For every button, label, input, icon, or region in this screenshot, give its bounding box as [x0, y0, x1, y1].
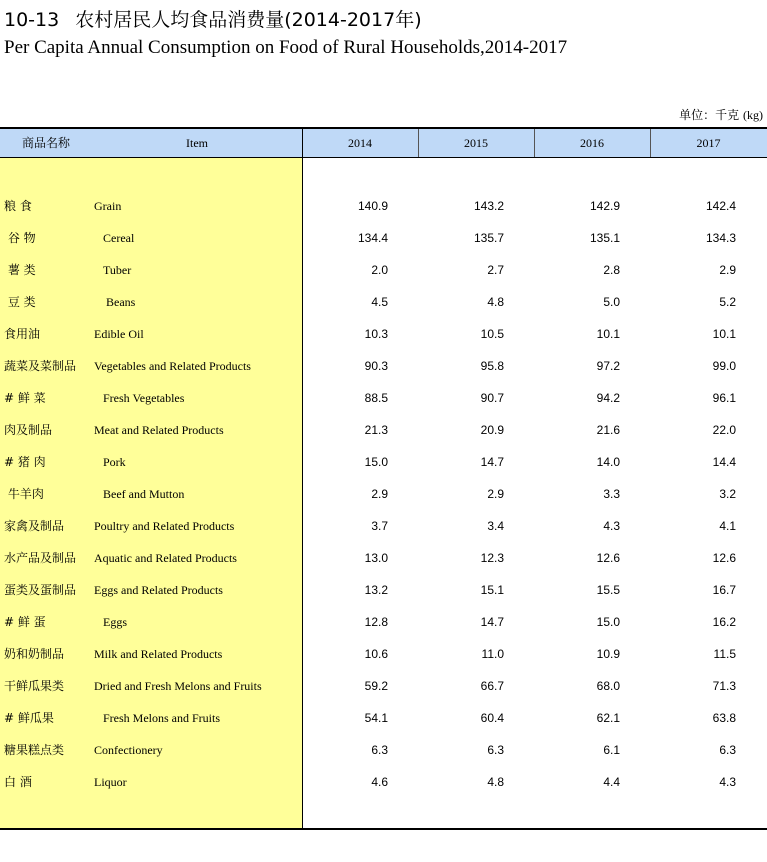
table-row [0, 478, 767, 510]
value-cell-2015: 10.5 [480, 327, 504, 341]
table-row [0, 638, 767, 670]
value-cell-2015: 2.9 [487, 487, 504, 501]
data-table [0, 127, 767, 830]
row-name-cn: 白 酒 [4, 775, 32, 789]
value-cell-2016: 94.2 [596, 391, 620, 405]
table-row [0, 446, 767, 478]
value-cell-2016: 142.9 [589, 199, 620, 213]
row-item-en: Meat and Related Products [94, 423, 224, 437]
row-item-en: Grain [94, 199, 122, 213]
value-cell-2016: 68.0 [596, 679, 620, 693]
value-cell-2016: 15.0 [596, 615, 620, 629]
value-cell-2015: 66.7 [480, 679, 504, 693]
row-name-cn: 蔬菜及菜制品 [4, 359, 77, 373]
row-item-en: Fresh Vegetables [103, 391, 185, 405]
value-cell-2014: 4.5 [371, 295, 388, 309]
value-cell-2014: 2.0 [371, 263, 388, 277]
row-name-cn: 家禽及制品 [4, 519, 65, 533]
row-item-en: Aquatic and Related Products [94, 551, 237, 565]
value-cell-2017: 16.2 [712, 615, 736, 629]
value-cell-2015: 11.0 [481, 647, 504, 661]
row-name-cn: 牛羊肉 [4, 487, 44, 501]
value-cell-2015: 95.8 [480, 359, 504, 373]
header-year-2017: 2017 [696, 136, 721, 150]
value-cell-2015: 4.8 [487, 295, 504, 309]
value-cell-2015: 135.7 [473, 231, 504, 245]
row-item-en: Fresh Melons and Fruits [103, 711, 220, 725]
value-cell-2015: 60.4 [480, 711, 504, 725]
value-cell-2017: 63.8 [712, 711, 736, 725]
row-item-en: Confectionery [94, 743, 163, 757]
value-cell-2017: 22.0 [712, 423, 736, 437]
value-cell-2016: 4.4 [603, 775, 620, 789]
table-row [0, 350, 767, 382]
row-name-cn: # 鲜 蛋 [4, 615, 46, 629]
value-cell-2015: 3.4 [487, 519, 504, 533]
value-cell-2016: 6.1 [603, 743, 620, 757]
value-cell-2016: 97.2 [596, 359, 620, 373]
value-cell-2016: 135.1 [589, 231, 620, 245]
value-cell-2014: 10.6 [364, 647, 388, 661]
table-row [0, 382, 767, 414]
value-cell-2017: 2.9 [719, 263, 736, 277]
row-name-cn: 水产品及制品 [4, 551, 77, 565]
row-item-en: Liquor [94, 775, 127, 789]
table-row [0, 766, 767, 798]
table-number: 10-13 [4, 9, 60, 31]
row-name-cn: # 猪 肉 [4, 455, 46, 469]
row-name-cn: 奶和奶制品 [4, 647, 65, 661]
value-cell-2014: 54.1 [364, 711, 388, 725]
table-row [0, 510, 767, 542]
value-cell-2015: 90.7 [480, 391, 504, 405]
value-cell-2015: 14.7 [480, 615, 504, 629]
header-year-2015: 2015 [464, 136, 488, 150]
row-name-cn: 肉及制品 [4, 423, 53, 437]
table-row [0, 606, 767, 638]
value-cell-2017: 134.3 [705, 231, 736, 245]
table-row [0, 734, 767, 766]
value-cell-2017: 16.7 [712, 583, 736, 597]
value-cell-2015: 6.3 [487, 743, 504, 757]
unit-label [679, 106, 763, 123]
value-cell-2014: 90.3 [364, 359, 388, 373]
value-cell-2014: 88.5 [364, 391, 388, 405]
value-cell-2017: 96.1 [712, 391, 736, 405]
row-name-cn: # 鲜 菜 [4, 391, 46, 405]
table-bottom-rule [0, 828, 767, 830]
value-cell-2016: 15.5 [596, 583, 620, 597]
table-row [0, 670, 767, 702]
row-item-en: Eggs and Related Products [94, 583, 223, 597]
table-title-cn [4, 5, 422, 32]
row-name-cn: 豆 类 [4, 295, 36, 309]
row-item-en: Poultry and Related Products [94, 519, 235, 533]
value-cell-2017: 10.1 [712, 327, 736, 341]
value-cell-2016: 10.1 [596, 327, 620, 341]
value-cell-2015: 15.1 [480, 583, 504, 597]
value-cell-2017: 12.6 [712, 551, 736, 565]
row-name-cn: 干鲜瓜果类 [4, 679, 65, 693]
row-item-en: Tuber [103, 263, 132, 277]
value-cell-2016: 62.1 [596, 711, 620, 725]
header-item-en: Item [186, 136, 208, 150]
value-cell-2014: 13.0 [364, 551, 388, 565]
value-cell-2014: 15.0 [364, 455, 388, 469]
row-name-cn: 薯 类 [4, 263, 36, 277]
value-cell-2015: 4.8 [487, 775, 504, 789]
value-cell-2017: 4.1 [719, 519, 736, 533]
header-year-2014: 2014 [348, 136, 372, 150]
row-item-en: Pork [103, 455, 126, 469]
row-item-en: Vegetables and Related Products [94, 359, 251, 373]
value-cell-2015: 14.7 [480, 455, 504, 469]
value-cell-2017: 99.0 [712, 359, 736, 373]
value-cell-2016: 14.0 [596, 455, 620, 469]
value-cell-2014: 10.3 [364, 327, 388, 341]
row-name-cn: # 鲜瓜果 [4, 711, 54, 725]
table-row [0, 702, 767, 734]
value-cell-2015: 143.2 [473, 199, 504, 213]
value-cell-2016: 12.6 [596, 551, 620, 565]
table-title-en: Per Capita Annual Consumption on Food of Rural Households,2014-2017 [4, 37, 568, 58]
value-cell-2015: 20.9 [480, 423, 504, 437]
table-row [0, 542, 767, 574]
header-divider [650, 127, 651, 157]
row-name-cn: 粮 食 [4, 199, 32, 213]
value-cell-2014: 3.7 [371, 519, 388, 533]
value-cell-2014: 140.9 [357, 199, 388, 213]
table-row [0, 222, 767, 254]
header-name-cn: 商品名称 [21, 136, 70, 150]
value-cell-2016: 4.3 [603, 519, 620, 533]
value-cell-2016: 2.8 [603, 263, 620, 277]
row-item-en: Milk and Related Products [94, 647, 223, 661]
table-row [0, 574, 767, 606]
value-cell-2017: 142.4 [705, 199, 736, 213]
value-cell-2017: 6.3 [719, 743, 736, 757]
unit-label-cn: 单位：千克 [679, 108, 740, 122]
row-item-en: Eggs [103, 615, 127, 629]
value-cell-2014: 12.8 [364, 615, 388, 629]
header-bottom-rule [0, 157, 767, 158]
value-cell-2014: 134.4 [357, 231, 388, 245]
value-cell-2015: 12.3 [480, 551, 504, 565]
value-cell-2014: 59.2 [364, 679, 388, 693]
value-cell-2014: 2.9 [371, 487, 388, 501]
row-item-en: Beans [106, 295, 136, 309]
value-cell-2014: 21.3 [364, 423, 388, 437]
header-divider [418, 127, 419, 157]
value-cell-2017: 5.2 [719, 295, 736, 309]
table-row [0, 190, 767, 222]
header-divider [534, 127, 535, 157]
value-cell-2016: 10.9 [596, 647, 620, 661]
table-row [0, 286, 767, 318]
row-item-en: Edible Oil [94, 327, 144, 341]
row-name-cn: 糖果糕点类 [4, 743, 65, 757]
value-cell-2014: 6.3 [371, 743, 388, 757]
value-cell-2016: 3.3 [603, 487, 620, 501]
row-item-en: Cereal [103, 231, 135, 245]
row-name-cn: 谷 物 [4, 231, 36, 245]
value-cell-2017: 11.5 [713, 647, 736, 661]
table-top-rule [0, 127, 767, 129]
title-cn-text: 农村居民人均食品消费量(2014-2017年) [75, 9, 422, 31]
value-cell-2014: 13.2 [364, 583, 388, 597]
value-cell-2017: 71.3 [712, 679, 736, 693]
row-item-en: Dried and Fresh Melons and Fruits [94, 679, 262, 693]
value-cell-2017: 3.2 [719, 487, 736, 501]
value-cell-2017: 4.3 [719, 775, 736, 789]
value-cell-2015: 2.7 [487, 263, 504, 277]
value-cell-2016: 21.6 [596, 423, 620, 437]
value-cell-2014: 4.6 [371, 775, 388, 789]
header-year-2016: 2016 [580, 136, 604, 150]
row-name-cn: 蛋类及蛋制品 [4, 583, 77, 597]
unit-label-en: (kg) [743, 108, 763, 122]
row-name-cn: 食用油 [4, 327, 41, 341]
table-row [0, 254, 767, 286]
value-cell-2017: 14.4 [712, 455, 736, 469]
table-row [0, 414, 767, 446]
row-item-en: Beef and Mutton [103, 487, 185, 501]
value-cell-2016: 5.0 [603, 295, 620, 309]
table-row [0, 318, 767, 350]
